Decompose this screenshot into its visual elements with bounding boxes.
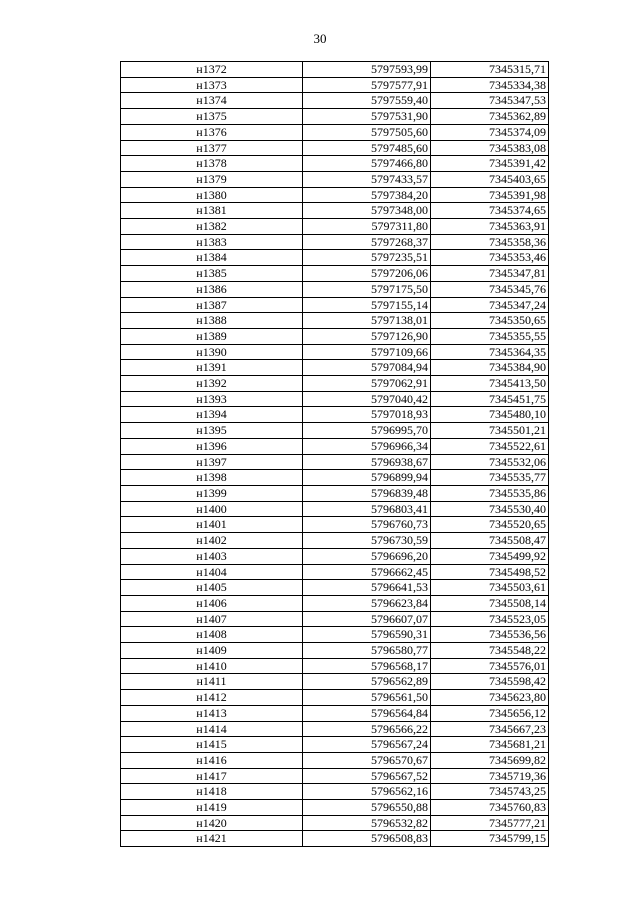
point-id-cell: н1394 [121, 407, 303, 423]
point-id-cell: н1377 [121, 140, 303, 156]
point-id-cell: н1376 [121, 124, 303, 140]
point-id-cell: н1403 [121, 548, 303, 564]
x-coordinate-cell: 5796580,77 [303, 643, 431, 659]
table-row [121, 407, 549, 423]
y-coordinate-cell: 7345347,81 [431, 266, 549, 282]
y-coordinate-cell: 7345699,82 [431, 752, 549, 768]
point-id-cell: н1400 [121, 501, 303, 517]
y-coordinate-cell: 7345334,38 [431, 77, 549, 93]
y-coordinate-cell: 7345503,61 [431, 580, 549, 596]
y-coordinate-cell: 7345535,86 [431, 485, 549, 501]
x-coordinate-cell: 5796803,41 [303, 501, 431, 517]
point-id-cell: н1385 [121, 266, 303, 282]
point-id-cell: н1408 [121, 627, 303, 643]
table-row [121, 454, 549, 470]
point-id-cell: н1414 [121, 721, 303, 737]
y-coordinate-cell: 7345522,61 [431, 438, 549, 454]
table-row [121, 360, 549, 376]
table-row [121, 219, 549, 235]
table-row [121, 93, 549, 109]
x-coordinate-cell: 5797235,51 [303, 250, 431, 266]
point-id-cell: н1374 [121, 93, 303, 109]
y-coordinate-cell: 7345345,76 [431, 281, 549, 297]
table-row [121, 580, 549, 596]
table-row [121, 533, 549, 549]
table-row [121, 627, 549, 643]
table-row [121, 124, 549, 140]
table-row [121, 140, 549, 156]
y-coordinate-cell: 7345403,65 [431, 171, 549, 187]
y-coordinate-cell: 7345508,47 [431, 533, 549, 549]
x-coordinate-cell: 5797348,00 [303, 203, 431, 219]
x-coordinate-cell: 5797084,94 [303, 360, 431, 376]
point-id-cell: н1416 [121, 752, 303, 768]
point-id-cell: н1409 [121, 643, 303, 659]
y-coordinate-cell: 7345358,36 [431, 234, 549, 250]
table-row [121, 721, 549, 737]
y-coordinate-cell: 7345760,83 [431, 800, 549, 816]
point-id-cell: н1405 [121, 580, 303, 596]
x-coordinate-cell: 5797593,99 [303, 62, 431, 78]
y-coordinate-cell: 7345363,91 [431, 219, 549, 235]
y-coordinate-cell: 7345530,40 [431, 501, 549, 517]
table-row [121, 313, 549, 329]
coordinates-table [120, 61, 549, 847]
table-row [121, 517, 549, 533]
y-coordinate-cell: 7345347,53 [431, 93, 549, 109]
table-row [121, 109, 549, 125]
point-id-cell: н1421 [121, 831, 303, 847]
table-row [121, 250, 549, 266]
point-id-cell: н1393 [121, 391, 303, 407]
y-coordinate-cell: 7345350,65 [431, 313, 549, 329]
x-coordinate-cell: 5796839,48 [303, 485, 431, 501]
y-coordinate-cell: 7345508,14 [431, 595, 549, 611]
x-coordinate-cell: 5796567,24 [303, 737, 431, 753]
y-coordinate-cell: 7345391,98 [431, 187, 549, 203]
point-id-cell: н1381 [121, 203, 303, 219]
y-coordinate-cell: 7345384,90 [431, 360, 549, 376]
point-id-cell: н1418 [121, 784, 303, 800]
x-coordinate-cell: 5797268,37 [303, 234, 431, 250]
point-id-cell: н1379 [121, 171, 303, 187]
x-coordinate-cell: 5796568,17 [303, 658, 431, 674]
point-id-cell: н1378 [121, 156, 303, 172]
table-row [121, 438, 549, 454]
x-coordinate-cell: 5796607,07 [303, 611, 431, 627]
point-id-cell: н1375 [121, 109, 303, 125]
x-coordinate-cell: 5796662,45 [303, 564, 431, 580]
x-coordinate-cell: 5796696,20 [303, 548, 431, 564]
point-id-cell: н1415 [121, 737, 303, 753]
x-coordinate-cell: 5797577,91 [303, 77, 431, 93]
point-id-cell: н1383 [121, 234, 303, 250]
table-row [121, 485, 549, 501]
point-id-cell: н1396 [121, 438, 303, 454]
x-coordinate-cell: 5796570,67 [303, 752, 431, 768]
x-coordinate-cell: 5797311,80 [303, 219, 431, 235]
y-coordinate-cell: 7345719,36 [431, 768, 549, 784]
table-row [121, 423, 549, 439]
x-coordinate-cell: 5796550,88 [303, 800, 431, 816]
table-row [121, 705, 549, 721]
table-row [121, 548, 549, 564]
point-id-cell: н1411 [121, 674, 303, 690]
y-coordinate-cell: 7345498,52 [431, 564, 549, 580]
table-row [121, 266, 549, 282]
point-id-cell: н1388 [121, 313, 303, 329]
table-row [121, 690, 549, 706]
x-coordinate-cell: 5797559,40 [303, 93, 431, 109]
table-row [121, 831, 549, 847]
page-number: 30 [313, 31, 327, 46]
y-coordinate-cell: 7345315,71 [431, 62, 549, 78]
table-row [121, 595, 549, 611]
y-coordinate-cell: 7345777,21 [431, 815, 549, 831]
table-row [121, 737, 549, 753]
x-coordinate-cell: 5797040,42 [303, 391, 431, 407]
table-row [121, 658, 549, 674]
x-coordinate-cell: 5796508,83 [303, 831, 431, 847]
point-id-cell: н1401 [121, 517, 303, 533]
point-id-cell: н1413 [121, 705, 303, 721]
x-coordinate-cell: 5796995,70 [303, 423, 431, 439]
table-row [121, 470, 549, 486]
y-coordinate-cell: 7345799,15 [431, 831, 549, 847]
y-coordinate-cell: 7345520,65 [431, 517, 549, 533]
x-coordinate-cell: 5797531,90 [303, 109, 431, 125]
table-row [121, 344, 549, 360]
x-coordinate-cell: 5796561,50 [303, 690, 431, 706]
y-coordinate-cell: 7345480,10 [431, 407, 549, 423]
table-row [121, 297, 549, 313]
y-coordinate-cell: 7345667,23 [431, 721, 549, 737]
table-row [121, 62, 549, 78]
point-id-cell: н1372 [121, 62, 303, 78]
y-coordinate-cell: 7345374,09 [431, 124, 549, 140]
table-row [121, 171, 549, 187]
table-row [121, 815, 549, 831]
x-coordinate-cell: 5797062,91 [303, 376, 431, 392]
x-coordinate-cell: 5796623,84 [303, 595, 431, 611]
y-coordinate-cell: 7345391,42 [431, 156, 549, 172]
table-row [121, 77, 549, 93]
x-coordinate-cell: 5797175,50 [303, 281, 431, 297]
x-coordinate-cell: 5797155,14 [303, 297, 431, 313]
x-coordinate-cell: 5796562,16 [303, 784, 431, 800]
y-coordinate-cell: 7345451,75 [431, 391, 549, 407]
y-coordinate-cell: 7345383,08 [431, 140, 549, 156]
table-row [121, 281, 549, 297]
x-coordinate-cell: 5797018,93 [303, 407, 431, 423]
x-coordinate-cell: 5797433,57 [303, 171, 431, 187]
y-coordinate-cell: 7345523,05 [431, 611, 549, 627]
point-id-cell: н1395 [121, 423, 303, 439]
y-coordinate-cell: 7345656,12 [431, 705, 549, 721]
point-id-cell: н1380 [121, 187, 303, 203]
table-row [121, 800, 549, 816]
x-coordinate-cell: 5796730,59 [303, 533, 431, 549]
y-coordinate-cell: 7345598,42 [431, 674, 549, 690]
y-coordinate-cell: 7345743,25 [431, 784, 549, 800]
x-coordinate-cell: 5797466,80 [303, 156, 431, 172]
x-coordinate-cell: 5796567,52 [303, 768, 431, 784]
x-coordinate-cell: 5796564,84 [303, 705, 431, 721]
point-id-cell: н1407 [121, 611, 303, 627]
table-row [121, 376, 549, 392]
point-id-cell: н1406 [121, 595, 303, 611]
table-row [121, 784, 549, 800]
point-id-cell: н1412 [121, 690, 303, 706]
y-coordinate-cell: 7345364,35 [431, 344, 549, 360]
x-coordinate-cell: 5797126,90 [303, 328, 431, 344]
point-id-cell: н1391 [121, 360, 303, 376]
x-coordinate-cell: 5797109,66 [303, 344, 431, 360]
x-coordinate-cell: 5797384,20 [303, 187, 431, 203]
point-id-cell: н1399 [121, 485, 303, 501]
y-coordinate-cell: 7345353,46 [431, 250, 549, 266]
y-coordinate-cell: 7345374,65 [431, 203, 549, 219]
y-coordinate-cell: 7345355,55 [431, 328, 549, 344]
table-row [121, 234, 549, 250]
table-row [121, 768, 549, 784]
y-coordinate-cell: 7345536,56 [431, 627, 549, 643]
y-coordinate-cell: 7345576,01 [431, 658, 549, 674]
x-coordinate-cell: 5796562,89 [303, 674, 431, 690]
x-coordinate-cell: 5796966,34 [303, 438, 431, 454]
y-coordinate-cell: 7345413,50 [431, 376, 549, 392]
point-id-cell: н1420 [121, 815, 303, 831]
point-id-cell: н1392 [121, 376, 303, 392]
point-id-cell: н1402 [121, 533, 303, 549]
point-id-cell: н1404 [121, 564, 303, 580]
table-row [121, 611, 549, 627]
x-coordinate-cell: 5796899,94 [303, 470, 431, 486]
table-row [121, 391, 549, 407]
table-row [121, 187, 549, 203]
point-id-cell: н1419 [121, 800, 303, 816]
y-coordinate-cell: 7345548,22 [431, 643, 549, 659]
x-coordinate-cell: 5797138,01 [303, 313, 431, 329]
table-row [121, 203, 549, 219]
point-id-cell: н1386 [121, 281, 303, 297]
x-coordinate-cell: 5796566,22 [303, 721, 431, 737]
table-row [121, 328, 549, 344]
y-coordinate-cell: 7345623,80 [431, 690, 549, 706]
point-id-cell: н1382 [121, 219, 303, 235]
x-coordinate-cell: 5797485,60 [303, 140, 431, 156]
y-coordinate-cell: 7345501,21 [431, 423, 549, 439]
point-id-cell: н1417 [121, 768, 303, 784]
coordinates-table-body [121, 62, 549, 847]
x-coordinate-cell: 5796760,73 [303, 517, 431, 533]
x-coordinate-cell: 5796641,53 [303, 580, 431, 596]
table-row [121, 674, 549, 690]
y-coordinate-cell: 7345535,77 [431, 470, 549, 486]
table-row [121, 643, 549, 659]
x-coordinate-cell: 5797206,06 [303, 266, 431, 282]
y-coordinate-cell: 7345532,06 [431, 454, 549, 470]
y-coordinate-cell: 7345499,92 [431, 548, 549, 564]
point-id-cell: н1390 [121, 344, 303, 360]
point-id-cell: н1397 [121, 454, 303, 470]
point-id-cell: н1384 [121, 250, 303, 266]
x-coordinate-cell: 5796532,82 [303, 815, 431, 831]
point-id-cell: н1410 [121, 658, 303, 674]
table-row [121, 501, 549, 517]
y-coordinate-cell: 7345362,89 [431, 109, 549, 125]
point-id-cell: н1398 [121, 470, 303, 486]
y-coordinate-cell: 7345681,21 [431, 737, 549, 753]
table-row [121, 156, 549, 172]
point-id-cell: н1389 [121, 328, 303, 344]
point-id-cell: н1373 [121, 77, 303, 93]
x-coordinate-cell: 5797505,60 [303, 124, 431, 140]
point-id-cell: н1387 [121, 297, 303, 313]
table-row [121, 564, 549, 580]
x-coordinate-cell: 5796590,31 [303, 627, 431, 643]
table-row [121, 752, 549, 768]
x-coordinate-cell: 5796938,67 [303, 454, 431, 470]
y-coordinate-cell: 7345347,24 [431, 297, 549, 313]
